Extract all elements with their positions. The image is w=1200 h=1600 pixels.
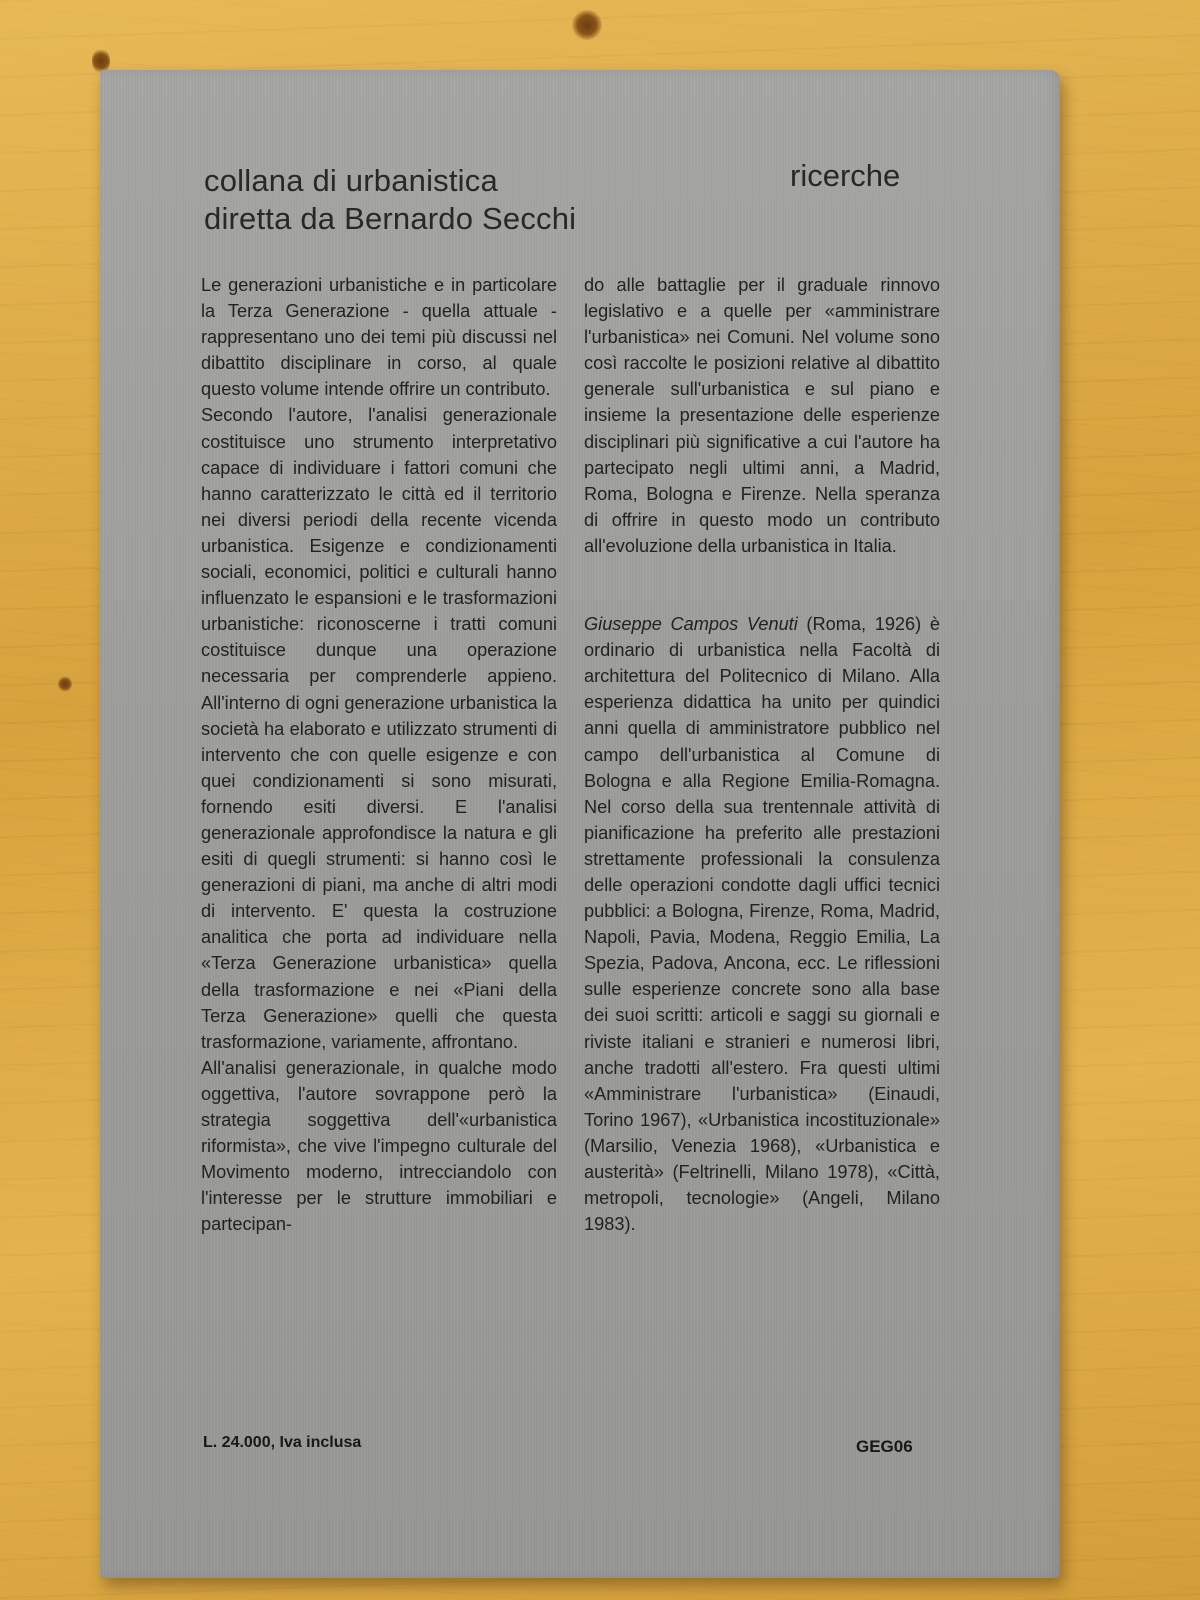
category-label: ricerche [790, 158, 901, 193]
series-title [204, 162, 576, 238]
catalog-code: GEG06 [856, 1437, 913, 1456]
blurb-paragraph: Le generazioni urbanistiche e in particolare la Terza Generazione - quella attuale - rappresentano uno dei temi più discussi nel dibattito disciplinare in corso, al quale questo volume intende offrire un contributo. [201, 275, 557, 400]
book-back-cover [100, 70, 1060, 1578]
blurb-paragraph: All'analisi generazionale, in qualche modo oggettiva, l'autore sovrappone però la strategia soggettiva dell'«urbanistica riformista», che vive l'impegno culturale del Movimento moderno, intrecciandolo con l'interesse per le strutture immobiliari e partecipan- [201, 1057, 557, 1235]
author-bio-text: (Roma, 1926) è ordinario di urbanistica nella Facoltà di architettura del Politecnico di Milano. Alla esperienza didattica ha unito per quindici anni quella di amministratore pubblico nel campo dell'urbanistica al Comune di Bologna e alla Regione Emilia-Romagna. Nel corso della sua trentennale attività di pianificazione ha preferito alle prestazioni strettamente professionali la consulenza delle operazioni condotte dagli uffici tecnici pubblici: a Bologna, Firenze, Roma, Madrid, Napoli, Pavia, Modena, Reggio Emilia, La Spezia, Padova, Ancona, ecc. Le riflessioni sulle esperienze concrete sono alla base dei suoi scritti: articoli e saggi su giornali e riviste italiani e stranieri e numerosi libri, anche tradotti all'estero. Fra questi ultimi «Amministrare l'urbanistica» (Einaudi, Torino 1967), «Urbanistica incostituzionale» (Marsilio, Venezia 1968), «Urbanistica e austerità» (Feltrinelli, Milano 1978), «Città, metropoli, tecnologie» (Angeli, Milano 1983). [584, 614, 940, 1235]
author-bio [584, 611, 940, 1237]
blurb-left-column [201, 272, 557, 1237]
blurb-paragraph: Secondo l'autore, l'analisi generazionale costituisce uno strumento interpretativo capace di individuare i fattori comuni che hanno caratterizzato le città ed il territorio nei diversi periodi della recente vicenda urbanistica. Esigenze e condizionamenti sociali, economici, politici e culturali hanno influenzato le espansioni e le trasformazioni urbanistiche: riconoscerne i tratti comuni costituisce dunque una operazione necessaria per comprenderle appieno. All'interno di ogni generazione urbanistica la società ha elaborato e utilizzato strumenti di intervento che con quelle esigenze e con quei condizionamenti si sono misurati, fornendo esiti diversi. E l'analisi generazionale approfondisce la natura e gli esiti di quegli strumenti: si hanno così le generazioni di piani, ma anche di altri modi di intervento. E' questa la costruzione analitica che porta ad individuare nella «Terza Generazione urbanistica» quella della trasformazione e nei «Piani della Terza Generazione» quelli che questa trasformazione, variamente, affrontano. [201, 405, 557, 1052]
author-name: Giuseppe Campos Venuti [584, 614, 798, 635]
series-line-2: diretta da Bernardo Secchi [204, 201, 577, 236]
wood-knot [572, 10, 602, 40]
wood-knot [58, 676, 72, 692]
price-label: L. 24.000, Iva inclusa [203, 1434, 362, 1451]
series-line-1: collana di urbanistica [204, 163, 498, 198]
blurb-right-column [584, 272, 940, 1237]
blurb-paragraph: do alle battaglie per il graduale rinnovo legislativo e a quelle per «amministrare l'urbanistica» nei Comuni. Nel volume sono così raccolte le posizioni relative al dibattito generale sull'urbanistica e sul piano e insieme la presentazione delle esperienze disciplinari più significative a cui l'autore ha partecipato negli ultimi anni, a Madrid, Roma, Bologna e Firenze. Nella speranza di offrire in questo modo un contributo all'evoluzione della urbanistica in Italia. [584, 275, 940, 556]
